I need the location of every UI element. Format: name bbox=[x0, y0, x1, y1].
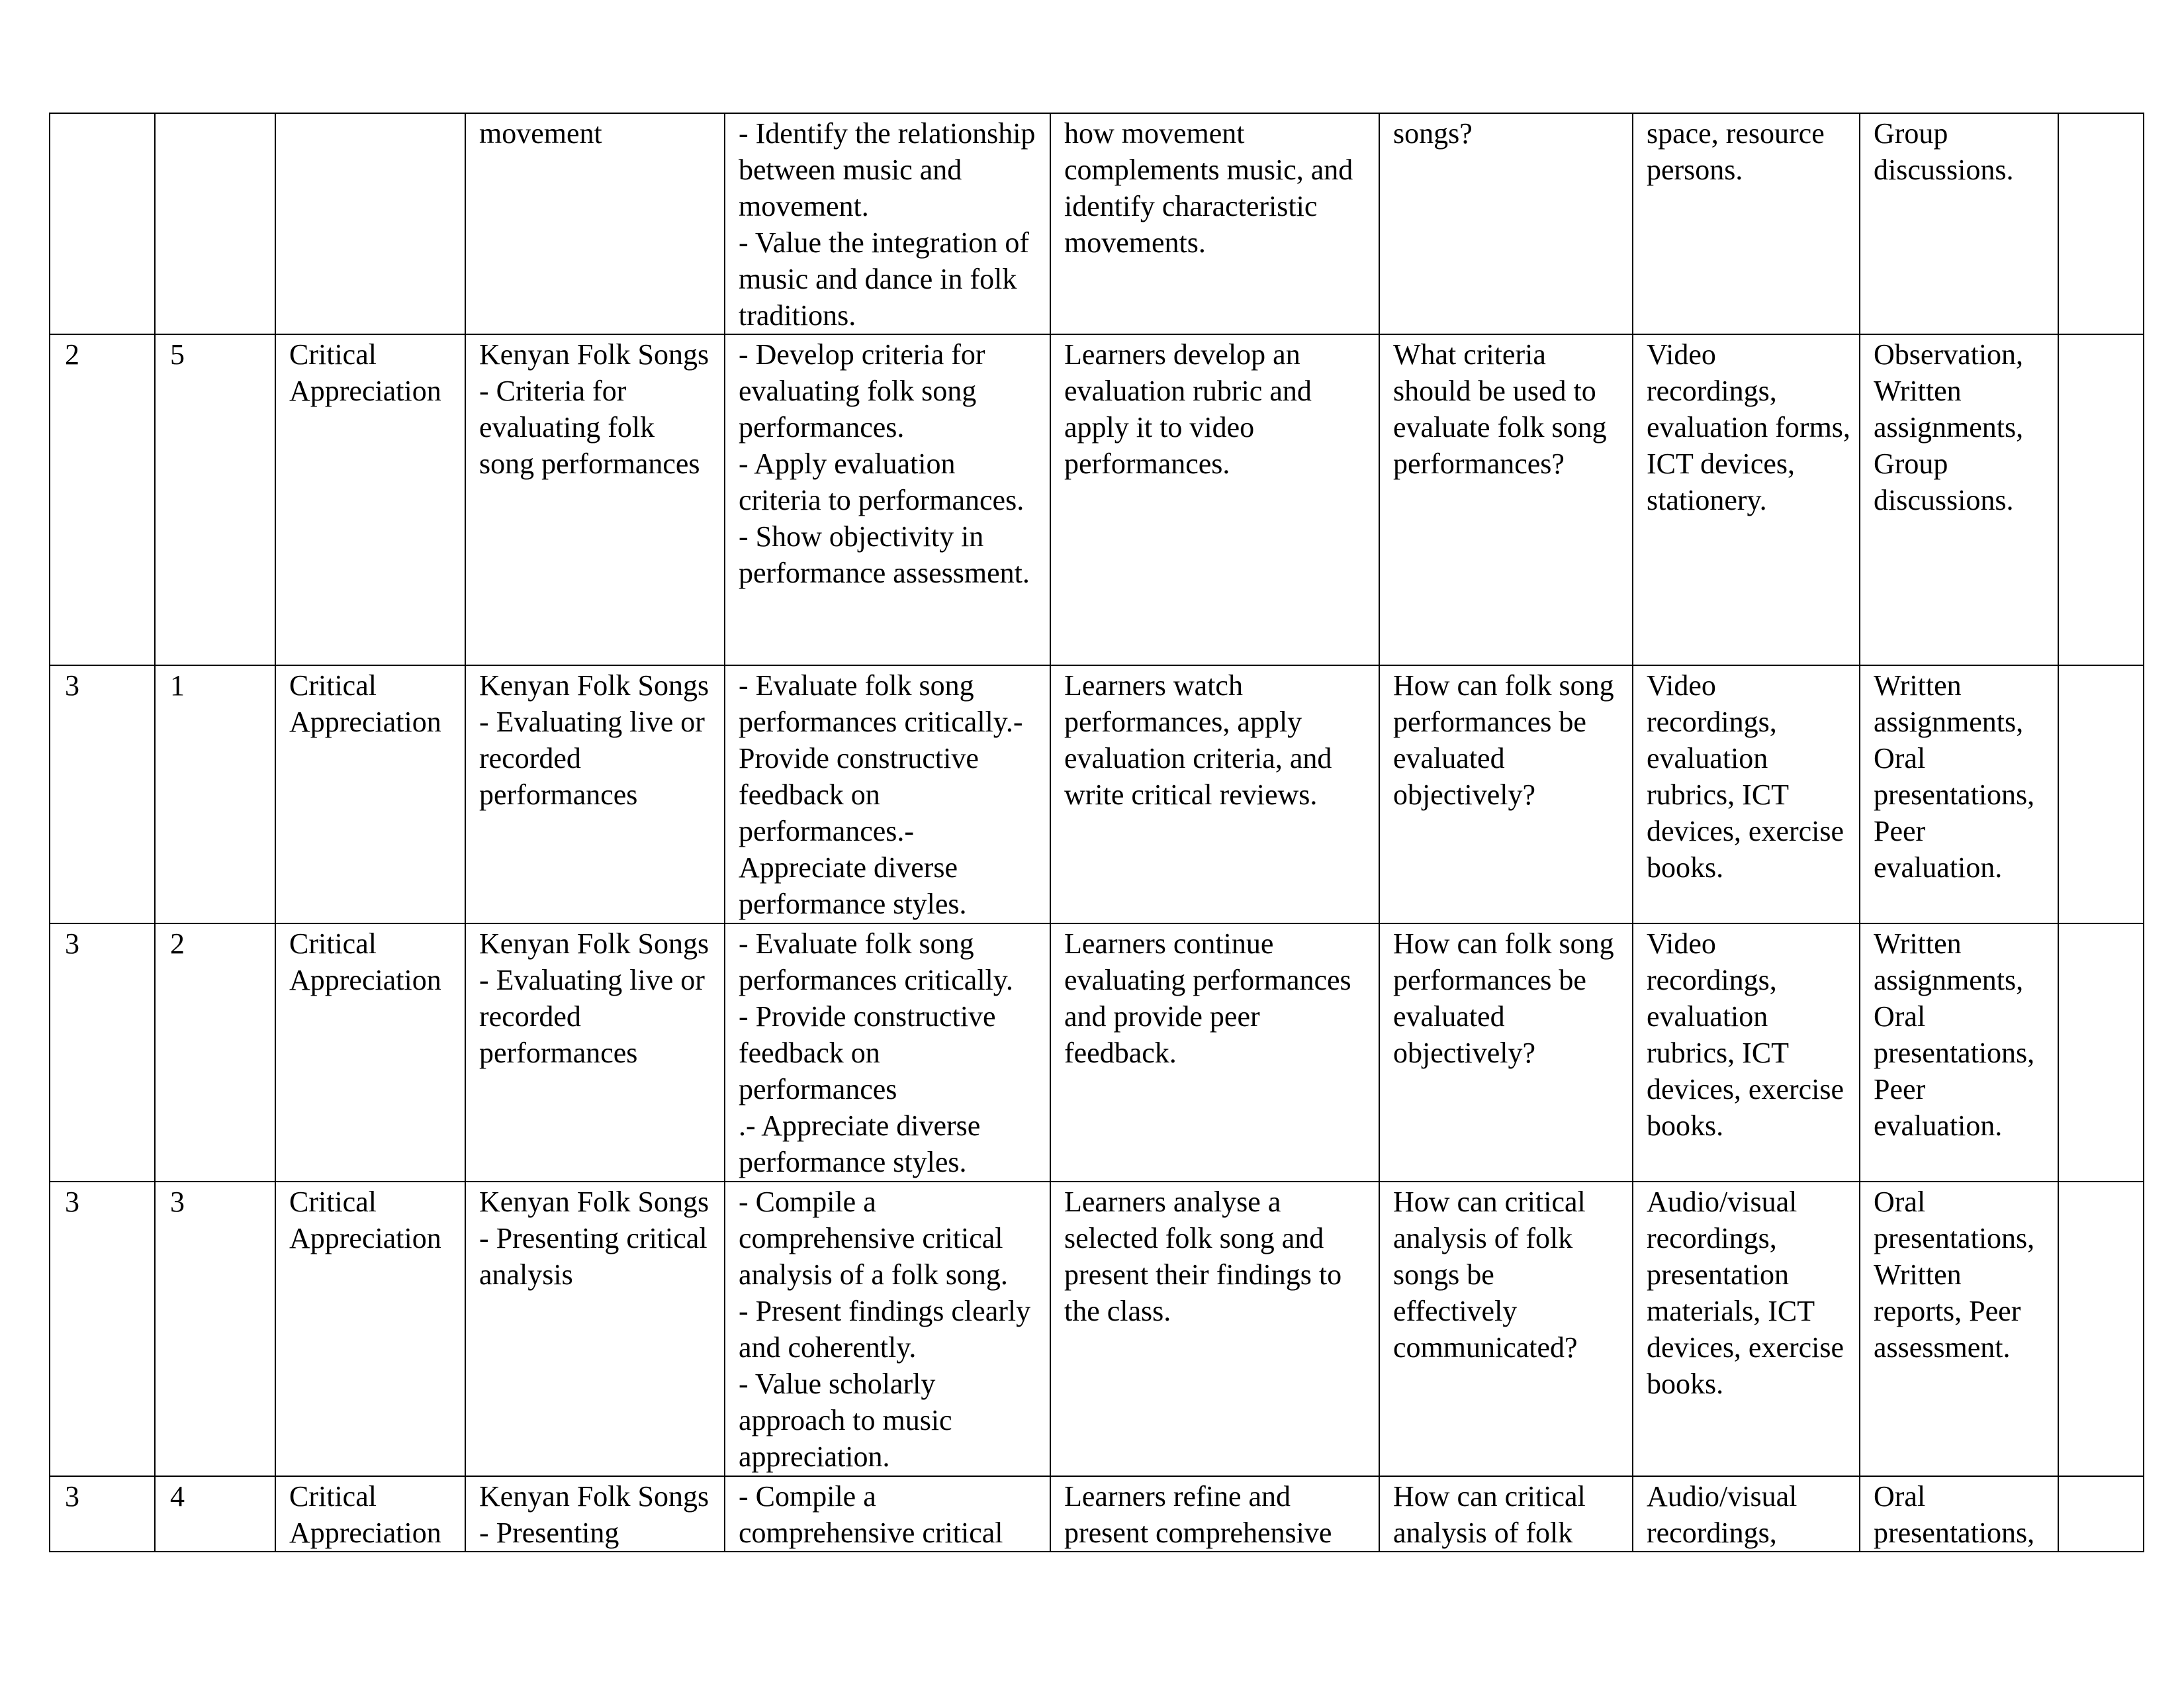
learning-experiences-cell: Learners refine and present comprehensive bbox=[1050, 1476, 1379, 1552]
scheme-of-work-table bbox=[49, 113, 2144, 1552]
remarks-cell bbox=[2058, 1182, 2144, 1476]
sub-strand-cell: Kenyan Folk Songs - Evaluating live or recorded performances bbox=[465, 923, 725, 1182]
strand-cell bbox=[275, 113, 465, 334]
learning-resources-cell: Audio/visual recordings, bbox=[1633, 1476, 1860, 1552]
learning-experiences-cell: how movement complements music, and identify characteristic movements. bbox=[1050, 113, 1379, 334]
learning-outcomes-cell: - Develop criteria for evaluating folk song performances. - Apply evaluation criteria to performances. - Show objectivity in performance assessment. bbox=[725, 334, 1050, 665]
lesson-cell bbox=[155, 113, 275, 334]
learning-resources-cell: space, resource persons. bbox=[1633, 113, 1860, 334]
week-cell: 3 bbox=[50, 923, 155, 1182]
week-cell: 2 bbox=[50, 334, 155, 665]
remarks-cell bbox=[2058, 1476, 2144, 1552]
assessment-cell: Oral presentations, Written reports, Peer assessment. bbox=[1860, 1182, 2058, 1476]
remarks-cell bbox=[2058, 334, 2144, 665]
strand-cell: Critical Appreciation bbox=[275, 923, 465, 1182]
learning-outcomes-cell: - Evaluate folk song performances critically. - Provide constructive feedback on performances .- Appreciate diverse performance styles. bbox=[725, 923, 1050, 1182]
learning-outcomes-cell: - Compile a comprehensive critical bbox=[725, 1476, 1050, 1552]
learning-resources-cell: Video recordings, evaluation forms, ICT devices, stationery. bbox=[1633, 334, 1860, 665]
table-row bbox=[50, 113, 2144, 334]
assessment-cell: Oral presentations, bbox=[1860, 1476, 2058, 1552]
sub-strand-cell: Kenyan Folk Songs - Presenting bbox=[465, 1476, 725, 1552]
week-cell: 3 bbox=[50, 1476, 155, 1552]
sub-strand-cell: Kenyan Folk Songs - Evaluating live or recorded performances bbox=[465, 665, 725, 923]
remarks-cell bbox=[2058, 665, 2144, 923]
learning-outcomes-cell: - Compile a comprehensive critical analysis of a folk song. - Present findings clearly and coherently. - Value scholarly approach to music appreciation. bbox=[725, 1182, 1050, 1476]
table-row bbox=[50, 665, 2144, 923]
table-row bbox=[50, 1476, 2144, 1552]
strand-cell: Critical Appreciation bbox=[275, 1476, 465, 1552]
learning-outcomes-cell: - Identify the relationship between music and movement. - Value the integration of music and dance in folk traditions. bbox=[725, 113, 1050, 334]
assessment-cell: Observation, Written assignments, Group discussions. bbox=[1860, 334, 2058, 665]
learning-experiences-cell: Learners continue evaluating performances and provide peer feedback. bbox=[1050, 923, 1379, 1182]
assessment-cell: Written assignments, Oral presentations, Peer evaluation. bbox=[1860, 923, 2058, 1182]
learning-resources-cell: Audio/visual recordings, presentation materials, ICT devices, exercise books. bbox=[1633, 1182, 1860, 1476]
strand-cell: Critical Appreciation bbox=[275, 1182, 465, 1476]
table-body bbox=[50, 113, 2144, 1552]
assessment-cell: Written assignments, Oral presentations, Peer evaluation. bbox=[1860, 665, 2058, 923]
learning-experiences-cell: Learners develop an evaluation rubric and apply it to video performances. bbox=[1050, 334, 1379, 665]
key-inquiry-question-cell: How can critical analysis of folk songs be effectively communicated? bbox=[1379, 1182, 1633, 1476]
strand-cell: Critical Appreciation bbox=[275, 665, 465, 923]
key-inquiry-question-cell: What criteria should be used to evaluate folk song performances? bbox=[1379, 334, 1633, 665]
table-row bbox=[50, 923, 2144, 1182]
table-row bbox=[50, 334, 2144, 665]
learning-outcomes-cell: - Evaluate folk song performances critically.- Provide constructive feedback on performances.- Appreciate diverse performance styles. bbox=[725, 665, 1050, 923]
assessment-cell: Group discussions. bbox=[1860, 113, 2058, 334]
remarks-cell bbox=[2058, 923, 2144, 1182]
week-cell bbox=[50, 113, 155, 334]
key-inquiry-question-cell: How can folk song performances be evaluated objectively? bbox=[1379, 923, 1633, 1182]
sub-strand-cell: Kenyan Folk Songs - Presenting critical analysis bbox=[465, 1182, 725, 1476]
learning-resources-cell: Video recordings, evaluation rubrics, ICT devices, exercise books. bbox=[1633, 665, 1860, 923]
lesson-cell: 3 bbox=[155, 1182, 275, 1476]
sub-strand-cell: Kenyan Folk Songs - Criteria for evaluating folk song performances bbox=[465, 334, 725, 665]
lesson-cell: 2 bbox=[155, 923, 275, 1182]
key-inquiry-question-cell: How can folk song performances be evaluated objectively? bbox=[1379, 665, 1633, 923]
lesson-cell: 1 bbox=[155, 665, 275, 923]
week-cell: 3 bbox=[50, 665, 155, 923]
key-inquiry-question-cell: How can critical analysis of folk bbox=[1379, 1476, 1633, 1552]
strand-cell: Critical Appreciation bbox=[275, 334, 465, 665]
lesson-cell: 4 bbox=[155, 1476, 275, 1552]
learning-experiences-cell: Learners watch performances, apply evaluation criteria, and write critical reviews. bbox=[1050, 665, 1379, 923]
lesson-cell: 5 bbox=[155, 334, 275, 665]
table-row bbox=[50, 1182, 2144, 1476]
sub-strand-cell: movement bbox=[465, 113, 725, 334]
learning-experiences-cell: Learners analyse a selected folk song and present their findings to the class. bbox=[1050, 1182, 1379, 1476]
learning-resources-cell: Video recordings, evaluation rubrics, ICT devices, exercise books. bbox=[1633, 923, 1860, 1182]
week-cell: 3 bbox=[50, 1182, 155, 1476]
key-inquiry-question-cell: songs? bbox=[1379, 113, 1633, 334]
remarks-cell bbox=[2058, 113, 2144, 334]
